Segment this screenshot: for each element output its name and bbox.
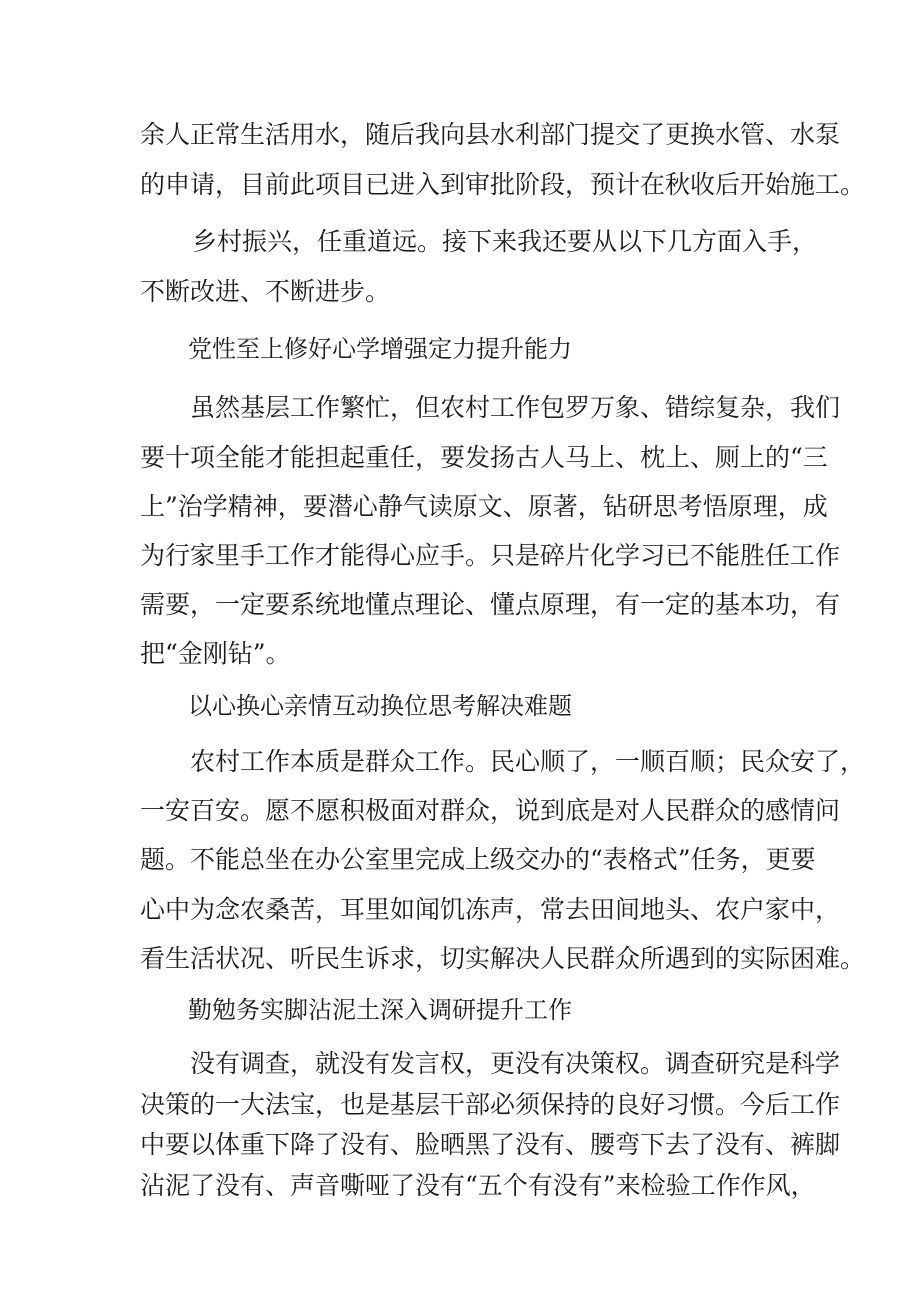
text-line: 虽然基层工作繁忙，但农村工作包罗万象、错综复杂，我们 <box>190 393 841 422</box>
text-line: 要十项全能才能担起重任，要发扬古人马上、枕上、厕上的“三 <box>140 443 828 472</box>
text-line: 农村工作本质是群众工作。民心顺了，一顺百顺；民众安了， <box>190 747 866 776</box>
text-line: 为行家里手工作才能得心应手。只是碎片化学习已不能胜任工作 <box>140 541 841 570</box>
section-heading: 勤勉务实脚沾泥土深入调研提升工作 <box>188 996 572 1024</box>
text-line: 上”治学精神，要潜心静气读原文、原著，钻研思考悟原理，成 <box>140 492 828 521</box>
text-line: 的申请，目前此项目已进入到审批阶段，预计在秋收后开始施工。 <box>140 170 866 199</box>
text-line: 没有调查，就没有发言权，更没有决策权。调查研究是科学 <box>190 1049 841 1078</box>
text-line: 把“金刚钻”。 <box>140 639 291 668</box>
text-line: 题。不能总坐在办公室里完成上级交办的“表格式”任务，更要 <box>140 845 816 874</box>
text-line: 乡村振兴，任重道远。接下来我还要从以下几方面入手， <box>192 227 818 256</box>
text-line: 心中为念农桑苦，耳里如闻饥冻声，常去田间地头、农户家中， <box>140 895 841 924</box>
text-line: 沾泥了没有、声音嘶哑了没有“五个有没有”来检验工作作风， <box>140 1171 816 1200</box>
section-heading: 以心换心亲情互动换位思考解决难题 <box>188 692 572 720</box>
text-line: 一安百安。愿不愿积极面对群众，说到底是对人民群众的感情问 <box>140 796 841 825</box>
text-line: 看生活状况、听民生诉求，切实解决人民群众所遇到的实际困难。 <box>140 944 866 973</box>
text-line: 中要以体重下降了没有、脸晒黑了没有、腰弯下去了没有、裤脚 <box>140 1130 841 1159</box>
text-line: 余人正常生活用水，随后我向县水利部门提交了更换水管、水泵 <box>140 120 841 149</box>
text-line: 决策的一大法宝，也是基层干部必须保持的良好习惯。今后工作 <box>140 1090 841 1119</box>
text-line: 需要，一定要系统地懂点理论、懂点原理，有一定的基本功，有 <box>140 590 841 619</box>
text-line: 不断改进、不断进步。 <box>140 277 391 306</box>
section-heading: 党性至上修好心学增强定力提升能力 <box>188 335 572 363</box>
